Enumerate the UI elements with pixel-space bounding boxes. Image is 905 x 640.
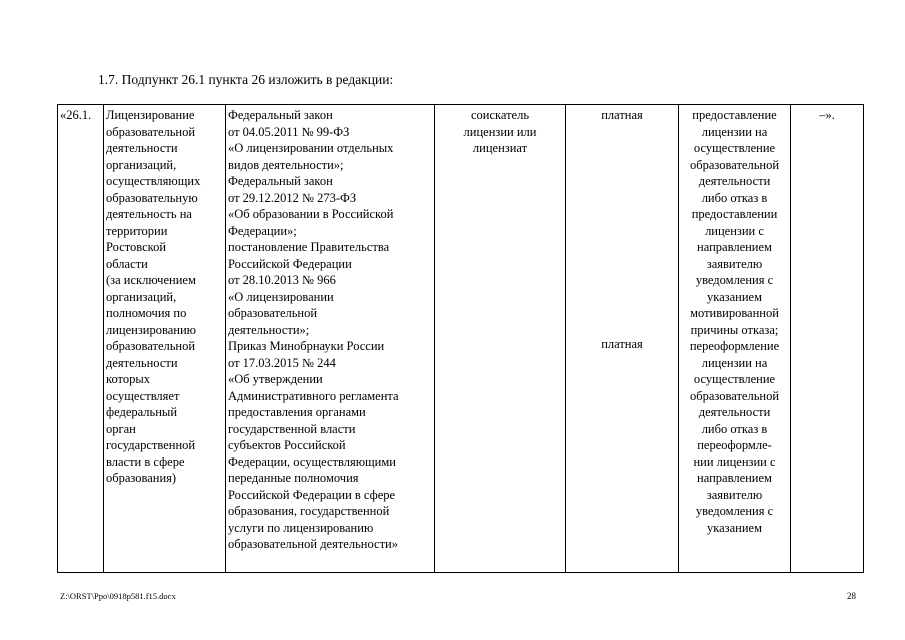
text-line: образования, государственной bbox=[228, 504, 390, 518]
text-line: деятельности bbox=[106, 355, 178, 370]
text-line: «О лицензировании bbox=[228, 289, 334, 304]
text-line: деятельности»; bbox=[228, 322, 310, 337]
text-line: деятельности bbox=[106, 141, 178, 155]
text-line: субъектов Российской bbox=[228, 438, 346, 452]
legal-basis-cell bbox=[226, 105, 435, 573]
text-line: власти в сфере bbox=[106, 454, 185, 469]
footer-file-path: Z:\ORST\Ppo\0918p581.f15.docx bbox=[60, 591, 176, 601]
text-line: предоставлении bbox=[691, 207, 778, 221]
text-line: Ростовской bbox=[106, 240, 167, 254]
text-line: образования) bbox=[106, 471, 177, 485]
text-line: Федеральный закон bbox=[228, 174, 333, 188]
text-line: лицензированию bbox=[106, 322, 196, 337]
text-line: образовательной деятельности» bbox=[228, 537, 398, 551]
payment-cell bbox=[566, 105, 679, 573]
text-line: «О лицензировании отдельных bbox=[228, 141, 394, 155]
text-line: которых bbox=[106, 372, 150, 386]
text-line: услуги по лицензированию bbox=[228, 520, 374, 535]
text-line: осуществление bbox=[693, 141, 776, 155]
text-line: направлением bbox=[697, 240, 772, 254]
text-line: от 29.12.2012 № 273-ФЗ bbox=[228, 190, 357, 205]
result-cell bbox=[679, 105, 791, 573]
closing-cell bbox=[791, 105, 864, 573]
amendment-heading: 1.7. Подпункт 26.1 пункта 26 изложить в редакции: bbox=[98, 72, 394, 87]
text-line: лицензии на bbox=[701, 355, 768, 370]
result-block-1 bbox=[681, 107, 788, 338]
text-line: лицензии с bbox=[705, 223, 764, 238]
payment-spacer bbox=[568, 124, 676, 336]
service-name-cell bbox=[104, 105, 226, 573]
text-line: соискатель bbox=[470, 108, 530, 122]
text-line: переданные полномочия bbox=[228, 471, 359, 485]
text-line: деятельности bbox=[698, 174, 771, 188]
text-line: указанием bbox=[706, 289, 762, 304]
text-line: либо отказ в bbox=[701, 190, 768, 205]
text-line: организаций, bbox=[106, 289, 177, 304]
text-line: организаций, bbox=[106, 157, 177, 172]
text-line: лицензиат bbox=[472, 141, 528, 155]
text-line: Лицензирование bbox=[106, 108, 195, 122]
text-line: от 17.03.2015 № 244 bbox=[228, 355, 336, 370]
text-line: уведомления с bbox=[695, 504, 774, 518]
text-line: Федеральный закон bbox=[228, 108, 333, 122]
footer-page-number: 28 bbox=[847, 591, 856, 601]
text-line: Федерации, осуществляющими bbox=[228, 454, 396, 469]
text-line: образовательной bbox=[106, 339, 196, 353]
text-line: постановление Правительства bbox=[228, 240, 390, 254]
text-line: деятельности bbox=[698, 405, 771, 419]
text-line: от 28.10.2013 № 966 bbox=[228, 273, 336, 287]
text-line: федеральный bbox=[106, 405, 178, 419]
text-line: образовательной bbox=[106, 124, 196, 139]
text-line: Административного регламента bbox=[228, 388, 399, 403]
text-line: переоформление bbox=[689, 339, 780, 353]
text-line: образовательной bbox=[228, 306, 318, 320]
text-line: осуществление bbox=[693, 372, 776, 386]
text-line: осуществляет bbox=[106, 388, 180, 403]
result-block-2 bbox=[681, 338, 788, 536]
text-line: от 04.05.2011 № 99-ФЗ bbox=[228, 124, 350, 139]
text-line: государственной власти bbox=[228, 421, 356, 436]
text-line: причины отказа; bbox=[690, 322, 779, 337]
text-line: уведомления с bbox=[695, 273, 774, 287]
text-line: (за исключением bbox=[106, 273, 196, 287]
text-line: полномочия по bbox=[106, 306, 187, 320]
text-line: видов деятельности»; bbox=[228, 157, 344, 172]
text-line: лицензии на bbox=[701, 124, 768, 139]
row-number: «26.1. bbox=[60, 108, 92, 122]
text-line: территории bbox=[106, 223, 168, 238]
text-line: направлением bbox=[697, 471, 772, 485]
text-line: либо отказ в bbox=[701, 421, 768, 436]
text-line: образовательной bbox=[689, 388, 780, 403]
text-line: лицензии или bbox=[463, 124, 537, 139]
table-row bbox=[58, 105, 864, 573]
text-line: предоставление bbox=[692, 108, 777, 122]
text-line: предоставления органами bbox=[228, 405, 366, 419]
payment-label: платная bbox=[601, 108, 643, 122]
text-line: указанием bbox=[706, 520, 762, 535]
regulation-table bbox=[57, 104, 864, 573]
text-line: заявителю bbox=[706, 487, 763, 502]
payment-label: платная bbox=[601, 336, 643, 351]
text-line: Федерации»; bbox=[228, 223, 297, 238]
text-line: переоформле- bbox=[697, 438, 772, 452]
text-line: орган bbox=[106, 421, 136, 436]
text-line: Российской Федерации в сфере bbox=[228, 487, 396, 502]
row-number-cell bbox=[58, 105, 104, 573]
text-line: Российской Федерации bbox=[228, 256, 352, 271]
text-line: образовательную bbox=[106, 190, 198, 205]
text-line: мотивированной bbox=[690, 306, 779, 320]
text-line: «Об образовании в Российской bbox=[228, 207, 394, 221]
text-line: заявителю bbox=[706, 256, 763, 271]
text-line: Приказ Минобрнауки России bbox=[228, 339, 385, 353]
text-line: государственной bbox=[106, 438, 196, 452]
text-line: осуществляющих bbox=[106, 174, 201, 188]
applicant-cell bbox=[435, 105, 566, 573]
text-line: деятельность на bbox=[106, 207, 192, 221]
text-line: «Об утверждении bbox=[228, 372, 323, 386]
text-line: области bbox=[106, 256, 148, 271]
text-line: образовательной bbox=[689, 157, 780, 172]
text-line: нии лицензии с bbox=[693, 454, 776, 469]
closing-mark: –». bbox=[819, 108, 835, 122]
